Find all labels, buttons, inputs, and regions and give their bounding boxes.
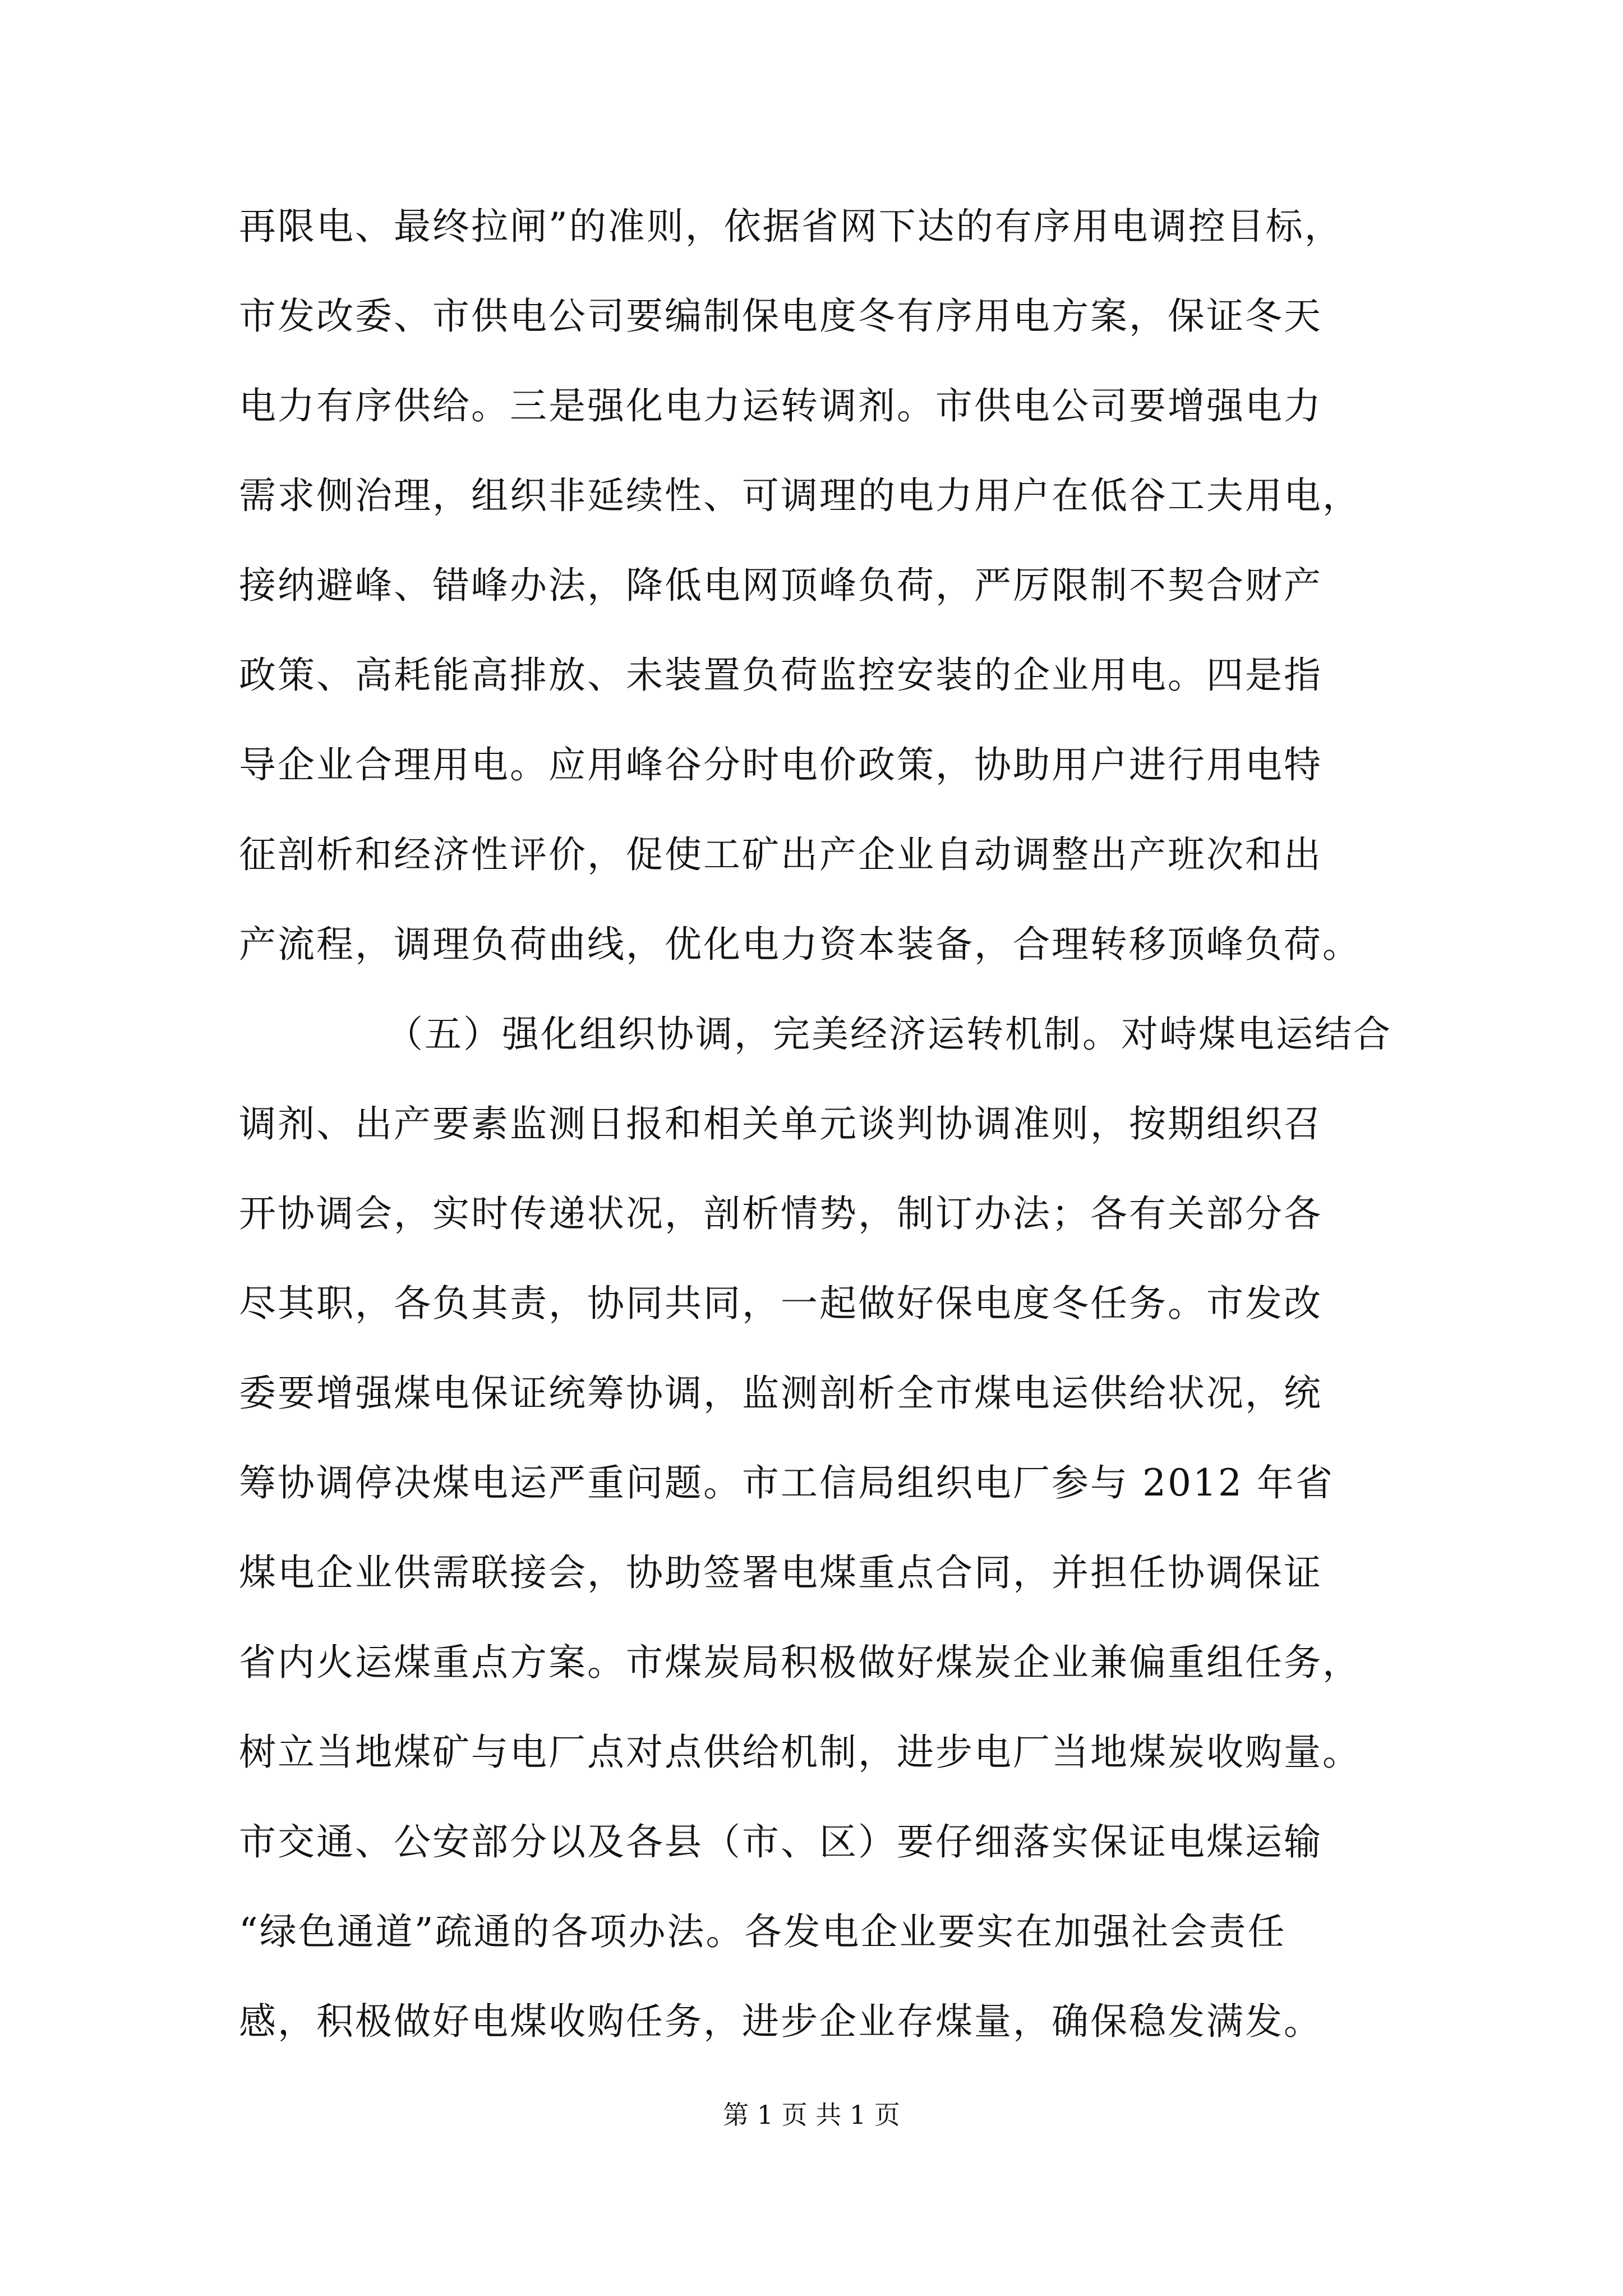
text-line: “绿色通道”疏通的各项办法。各发电企业要实在加强社会责任 xyxy=(239,1910,1287,1953)
text-line: 调剂、出产要素监测日报和相关单元谈判协调准则，按期组织召 xyxy=(239,1102,1322,1145)
text-line: 省内火运煤重点方案。市煤炭局积极做好煤炭企业兼偏重组任务， xyxy=(239,1641,1361,1684)
text-line: 再限电、最终拉闸”的准则，依据省网下达的有序用电调控目标， xyxy=(239,205,1343,248)
text-line: 接纳避峰、错峰办法，降低电网顶峰负荷，严厉限制不契合财产 xyxy=(239,564,1322,607)
text-line: 开协调会，实时传递状况，剖析情势，制订办法；各有关部分各 xyxy=(239,1192,1322,1235)
text-line: 市交通、公安部分以及各县（市、区）要仔细落实保证电煤运输 xyxy=(239,1820,1322,1864)
text-line: 筹协调停决煤电运严重问题。市工信局组织电厂参与 2012 年省 xyxy=(239,1461,1334,1504)
paragraph-first-line: （五）强化组织协调，完美经济运转机制。对峙煤电运结合 xyxy=(386,1013,1392,1056)
text-line: 委要增强煤电保证统筹协调，监测剖析全市煤电运供给状况，统 xyxy=(239,1372,1322,1415)
text-line: 征剖析和经济性评价，促使工矿出产企业自动调整出产班次和出 xyxy=(239,833,1322,876)
body-text xyxy=(239,182,1439,2067)
text-line: 市发改委、市供电公司要编制保电度冬有序用电方案，保证冬天 xyxy=(239,295,1322,338)
text-line: 煤电企业供需联接会，协助签署电煤重点合同，并担任协调保证 xyxy=(239,1551,1322,1594)
text-line: 感，积极做好电煤收购任务，进步企业存煤量，确保稳发满发。 xyxy=(239,2000,1322,2043)
text-line: 产流程，调理负荷曲线，优化电力资本装备，合理转移顶峰负荷。 xyxy=(239,923,1361,966)
text-line: 需求侧治理，组织非延续性、可调理的电力用户在低谷工夫用电， xyxy=(239,474,1361,517)
page-footer: 第 1 页 共 1 页 xyxy=(723,2100,900,2130)
text-line: 导企业合理用电。应用峰谷分时电价政策，协助用户进行用电特 xyxy=(239,743,1322,786)
text-line: 电力有序供给。三是强化电力运转调剂。市供电公司要增强电力 xyxy=(239,384,1322,427)
text-line: 政策、高耗能高排放、未装置负荷监控安装的企业用电。四是指 xyxy=(239,654,1322,697)
text-line: 尽其职，各负其责，协同共同，一起做好保电度冬任务。市发改 xyxy=(239,1282,1322,1325)
text-line: 树立当地煤矿与电厂点对点供给机制，进步电厂当地煤炭收购量。 xyxy=(239,1731,1361,1774)
